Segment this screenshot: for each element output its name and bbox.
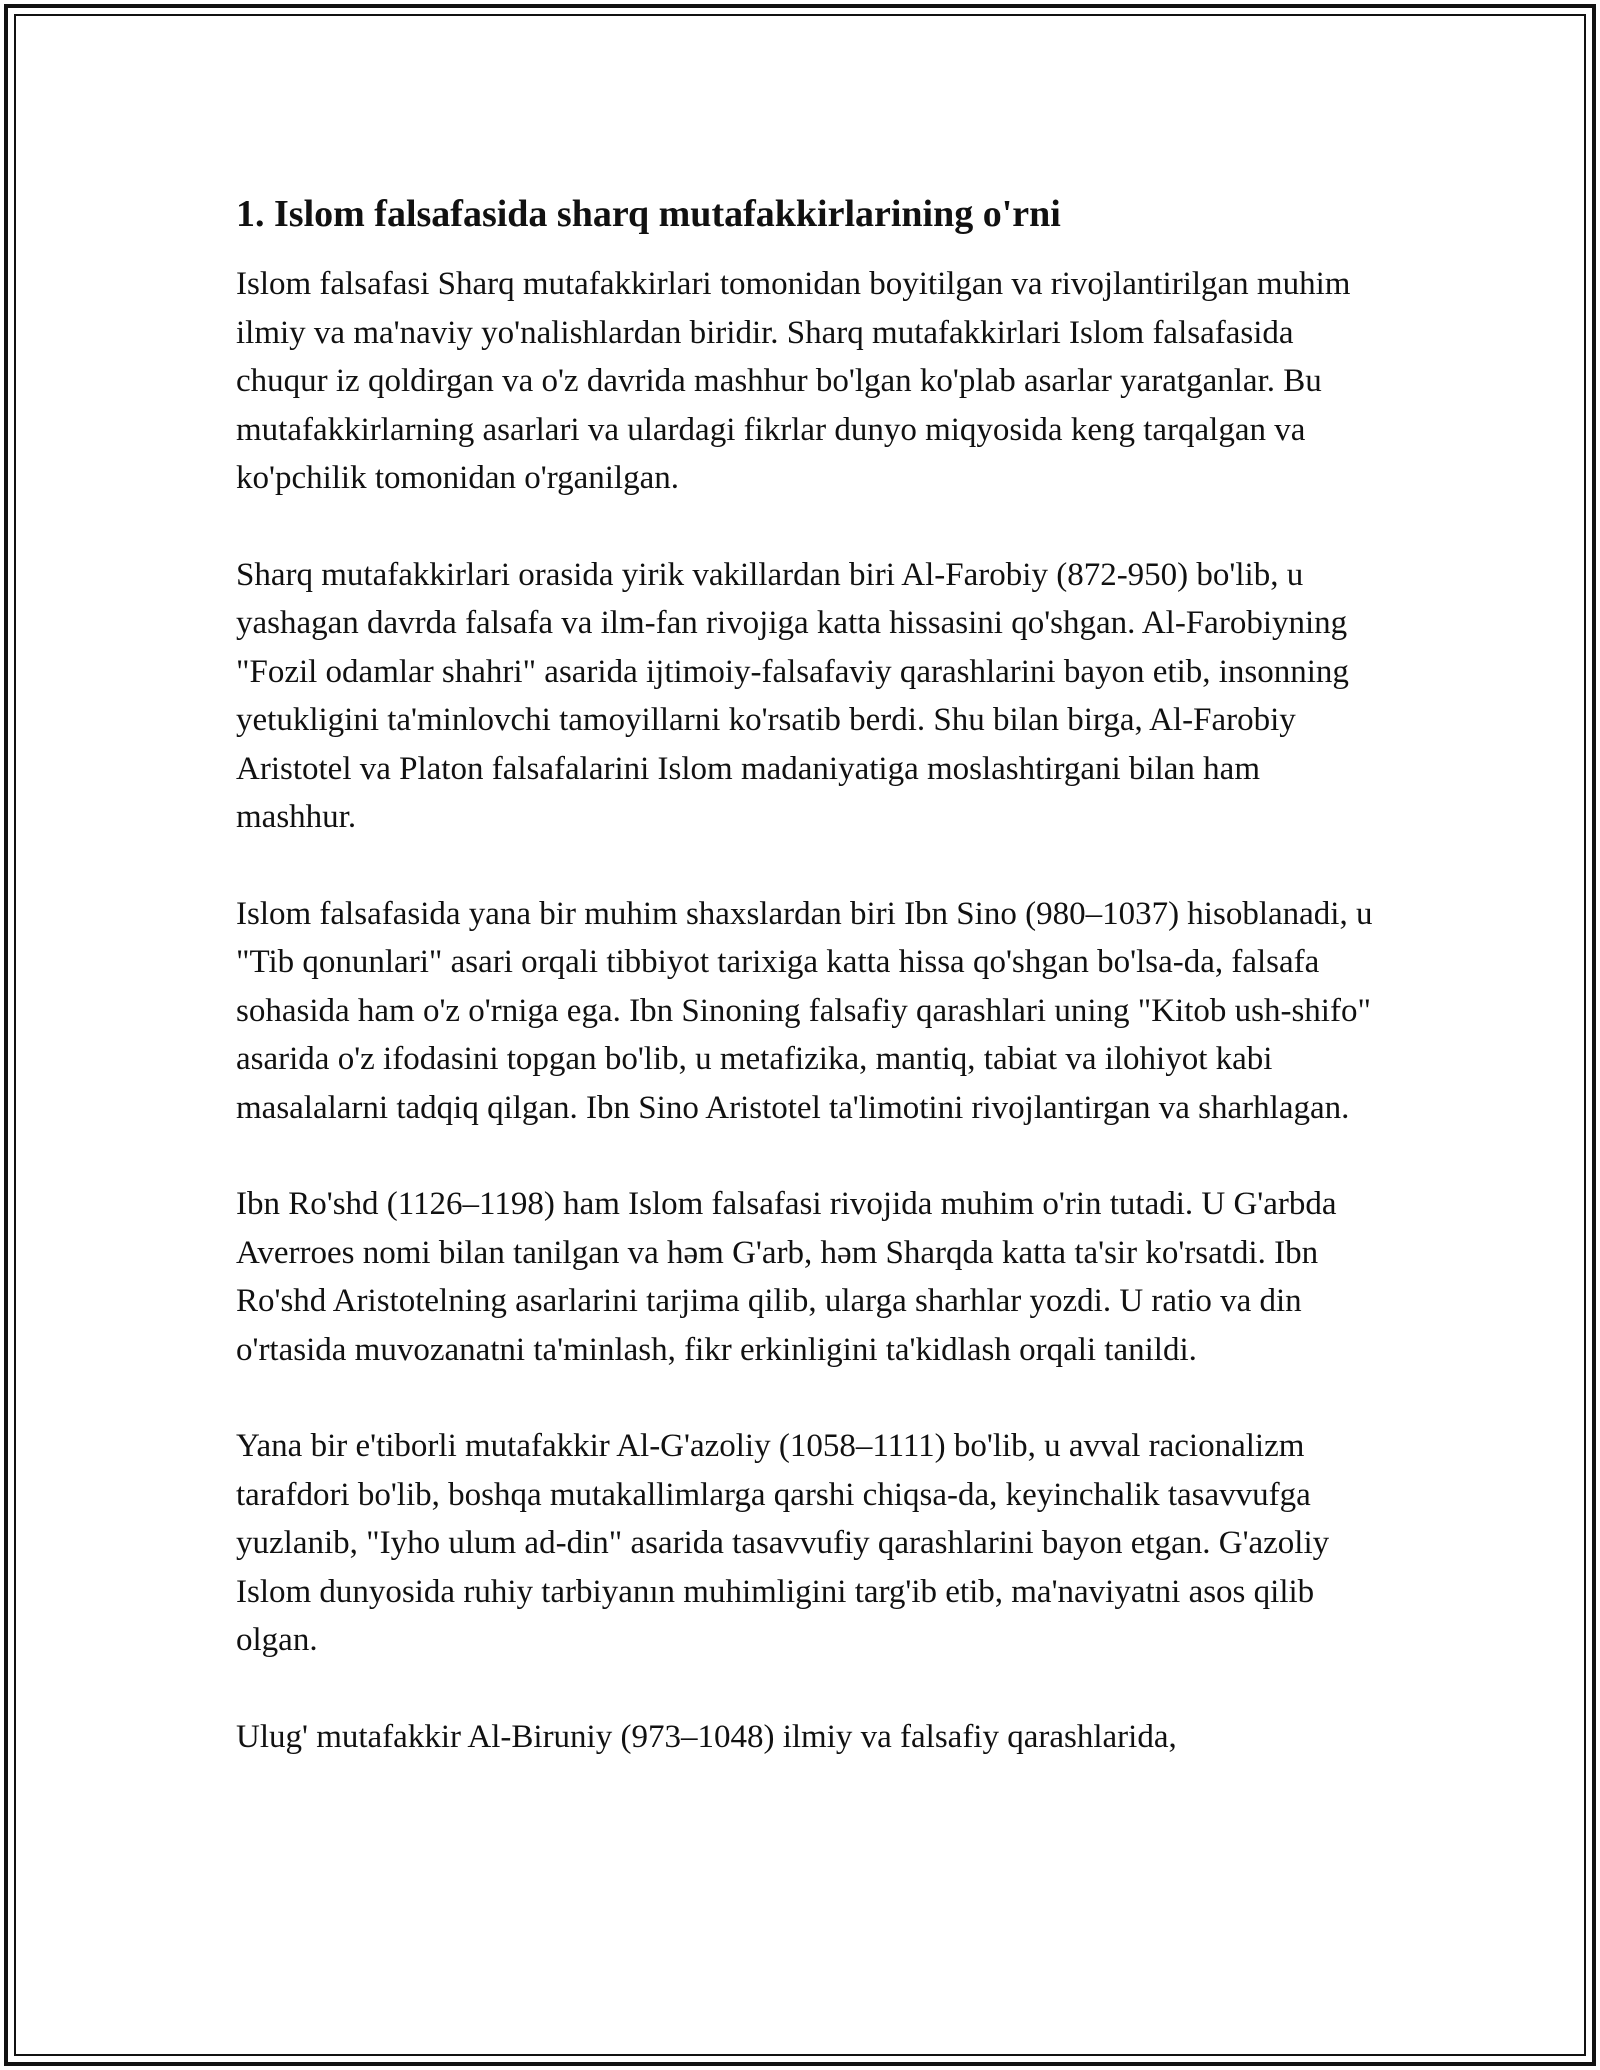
- paragraph-al-gazoliy: Yana bir e'tiborli mutafakkir Al-G'azoliy (1058–1111) bo'lib, u avval racionalizm tarafdori bo'lib, boshqa mutakallimlarga qarshi chiqsa-da, keyinchalik tasavvufga yuzlanib, "Iyho ulum ad-din" asarida tasavvufiy qarashlarini bayon etgan. G'azoliy Islom dunyosida ruhiy tarbiyanın muhimligini targ'ib etib, ma'naviyatni asos qilib olgan.: [236, 1428, 1330, 1658]
- paragraph-ibn-sino: Islom falsafasida yana bir muhim shaxslardan biri Ibn Sino (980–1037) hisoblanadi, u "Tib qonunlari" asari orqali tibbiyot tarixiga katta hissa qo'shgan bo'lsa-da, falsafa sohasida ham o'z o'rniga ega. Ibn Sinoning falsafiy qarashlari uning "Kitob ush-shifo" asarida o'z ifodasini topgan bo'lib, u metafizika, mantiq, tabiat va ilohiyot kabi masalalarni tadqiq qilgan. Ibn Sino Aristotel ta'limotini rivojlantirgan va sharhlagan.: [236, 895, 1373, 1126]
- paragraph-intro: Islom falsafasi Sharq mutafakkirlari tomonidan boyitilgan va rivojlantirilgan muhim ilmiy va ma'naviy yo'nalishlardan biridir. Sharq mutafakkirlari Islom falsafasida chuqur iz qoldirgan va o'z davrida mashhur bo'lgan ko'plab asarlar yaratganlar. Bu mutafakkirlarning asarlari va ulardagi fikrlar dunyo miqyosida keng tarqalgan va ko'pchilik tomonidan o'rganilgan.: [236, 266, 1351, 496]
- section-heading: 1. Islom falsafasida sharq mutafakkirlarining o'rni: [236, 193, 1061, 235]
- document-body: [236, 190, 1376, 1809]
- paragraph-al-biruniy: Ulug' mutafakkir Al-Biruniy (973–1048) ilmiy va falsafiy qarashlarida,: [236, 1718, 1177, 1755]
- paragraph-al-farobiy: Sharq mutafakkirlari orasida yirik vakillardan biri Al-Farobiy (872-950) bo'lib, u yashagan davrda falsafa va ilm-fan rivojiga katta hissasini qo'shgan. Al-Farobiyning "Fozil odamlar shahri" asarida ijtimoiy-falsafaviy qarashlarini bayon etib, insonning yetukligini ta'minlovchi tamoyillarni ko'rsatib berdi. Shu bilan birga, Al-Farobiy Aristotel va Platon falsafalarini Islom madaniyatiga moslashtirgani bilan ham mashhur.: [236, 556, 1349, 835]
- paragraph-ibn-roshd: Ibn Ro'shd (1126–1198) ham Islom falsafasi rivojida muhim o'rin tutadi. U G'arbda Averroes nomi bilan tanilgan va həm G'arb, həm Sharqda katta ta'sir ko'rsatdi. Ibn Ro'shd Aristotelning asarlarini tarjima qilib, ularga sharhlar yozdi. U ratio va din o'rtasida muvozanatni ta'minlash, fikr erkinligini ta'kidlash orqali tanildi.: [236, 1186, 1337, 1368]
